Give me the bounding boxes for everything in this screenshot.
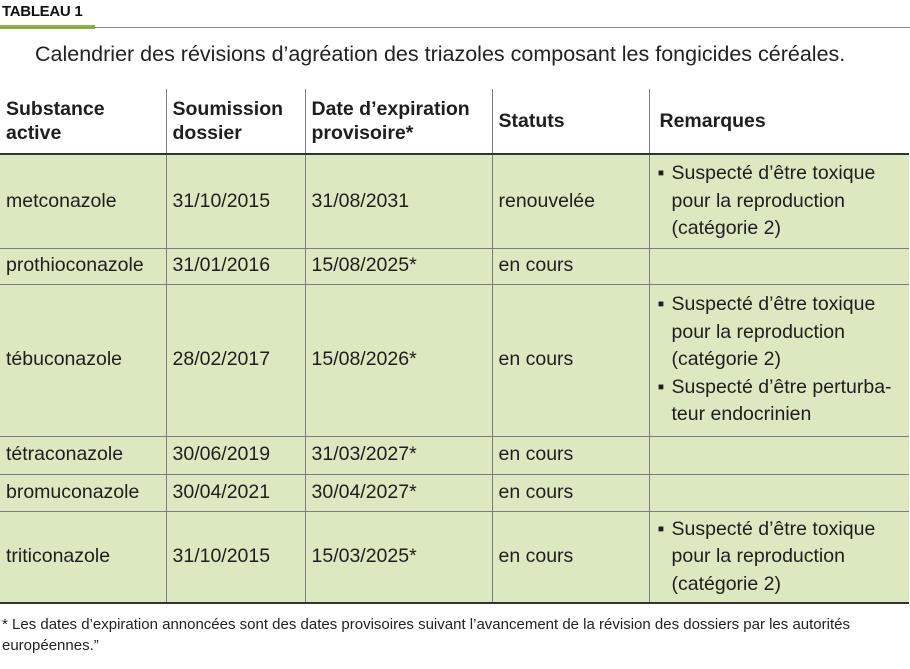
table-row: [0, 511, 909, 603]
cell-submission: 30/06/2019: [166, 436, 305, 474]
cell-substance: triticonazole: [0, 511, 166, 603]
header-remarks: [649, 89, 909, 154]
cell-remarks: [649, 511, 909, 603]
header-status: [492, 89, 649, 154]
cell-remarks: [649, 248, 909, 284]
cell-submission: 31/10/2015: [166, 154, 305, 248]
cell-substance: tébuconazole: [0, 284, 166, 436]
bullet-icon: ▪: [657, 517, 665, 540]
cell-status: en cours: [492, 474, 649, 511]
header-submission: [166, 89, 305, 154]
header-submission-line2: dossier: [172, 122, 242, 144]
cell-status: en cours: [492, 511, 649, 603]
table-caption: Calendrier des révisions d’agréation des triazoles composant les fongicides céréales.: [35, 42, 846, 66]
cell-remarks: [649, 436, 909, 474]
table-row: [0, 154, 909, 248]
cell-remarks: [649, 154, 909, 248]
cell-expiry: 31/08/2031: [305, 154, 492, 248]
header-expiry: [305, 89, 492, 154]
bullet-icon: ▪: [657, 293, 665, 316]
header-remarks-line1: Remarques: [659, 110, 766, 132]
cell-status: en cours: [492, 248, 649, 284]
cell-expiry: 30/04/2027*: [305, 474, 492, 511]
triazole-table: [0, 89, 909, 604]
tag-rule: [0, 27, 910, 28]
cell-substance: prothioconazole: [0, 248, 166, 284]
cell-remarks: [649, 474, 909, 511]
cell-expiry: 15/03/2025*: [305, 511, 492, 603]
remark-item: [658, 516, 904, 599]
header-substance-line1: Substance: [6, 98, 105, 120]
cell-submission: 28/02/2017: [166, 284, 305, 436]
header-substance-line2: active: [6, 122, 62, 144]
header-expiry-line1: Date d’expiration: [311, 98, 470, 120]
table-row: [0, 248, 909, 284]
remark-item: [658, 374, 904, 429]
footnote: * Les dates d’expiration annoncées sont des dates provisoires suivant l’avancement de la révision des dossiers par les autorités européennes.”: [2, 616, 850, 654]
cell-expiry: 31/03/2027*: [305, 436, 492, 474]
header-status-line1: Statuts: [498, 110, 565, 132]
remark-item: [658, 291, 904, 374]
remark-text: Suspecté d’être toxique pour la reproduction (catégorie 2): [671, 293, 876, 371]
table-row: [0, 474, 909, 511]
cell-substance: tétraconazole: [0, 436, 166, 474]
remark-item: [658, 160, 904, 243]
cell-status: en cours: [492, 284, 649, 436]
bullet-icon: ▪: [657, 375, 665, 398]
cell-expiry: 15/08/2025*: [305, 248, 492, 284]
remark-text: Suspecté d’être perturba-teur endocrinien: [671, 375, 892, 426]
cell-status: en cours: [492, 436, 649, 474]
cell-remarks: [649, 284, 909, 436]
cell-expiry: 15/08/2026*: [305, 284, 492, 436]
cell-substance: bromuconazole: [0, 474, 166, 511]
cell-status: renouvelée: [492, 154, 649, 248]
cell-submission: 30/04/2021: [166, 474, 305, 511]
header-row: [0, 89, 909, 154]
cell-submission: 31/01/2016: [166, 248, 305, 284]
cell-substance: metconazole: [0, 154, 166, 248]
bullet-icon: ▪: [657, 162, 665, 184]
header-substance: [0, 89, 166, 154]
header-submission-line1: Soumission: [172, 98, 284, 120]
table-row: [0, 436, 909, 474]
table-row: [0, 284, 909, 436]
remark-text: Suspecté d’être toxique pour la reproduction (catégorie 2): [671, 162, 876, 239]
table-tag: TABLEAU 1: [2, 3, 83, 20]
header-expiry-line2: provisoire*: [311, 122, 414, 144]
cell-submission: 31/10/2015: [166, 511, 305, 603]
remark-text: Suspecté d’être toxique pour la reproduction (catégorie 2): [671, 517, 876, 595]
